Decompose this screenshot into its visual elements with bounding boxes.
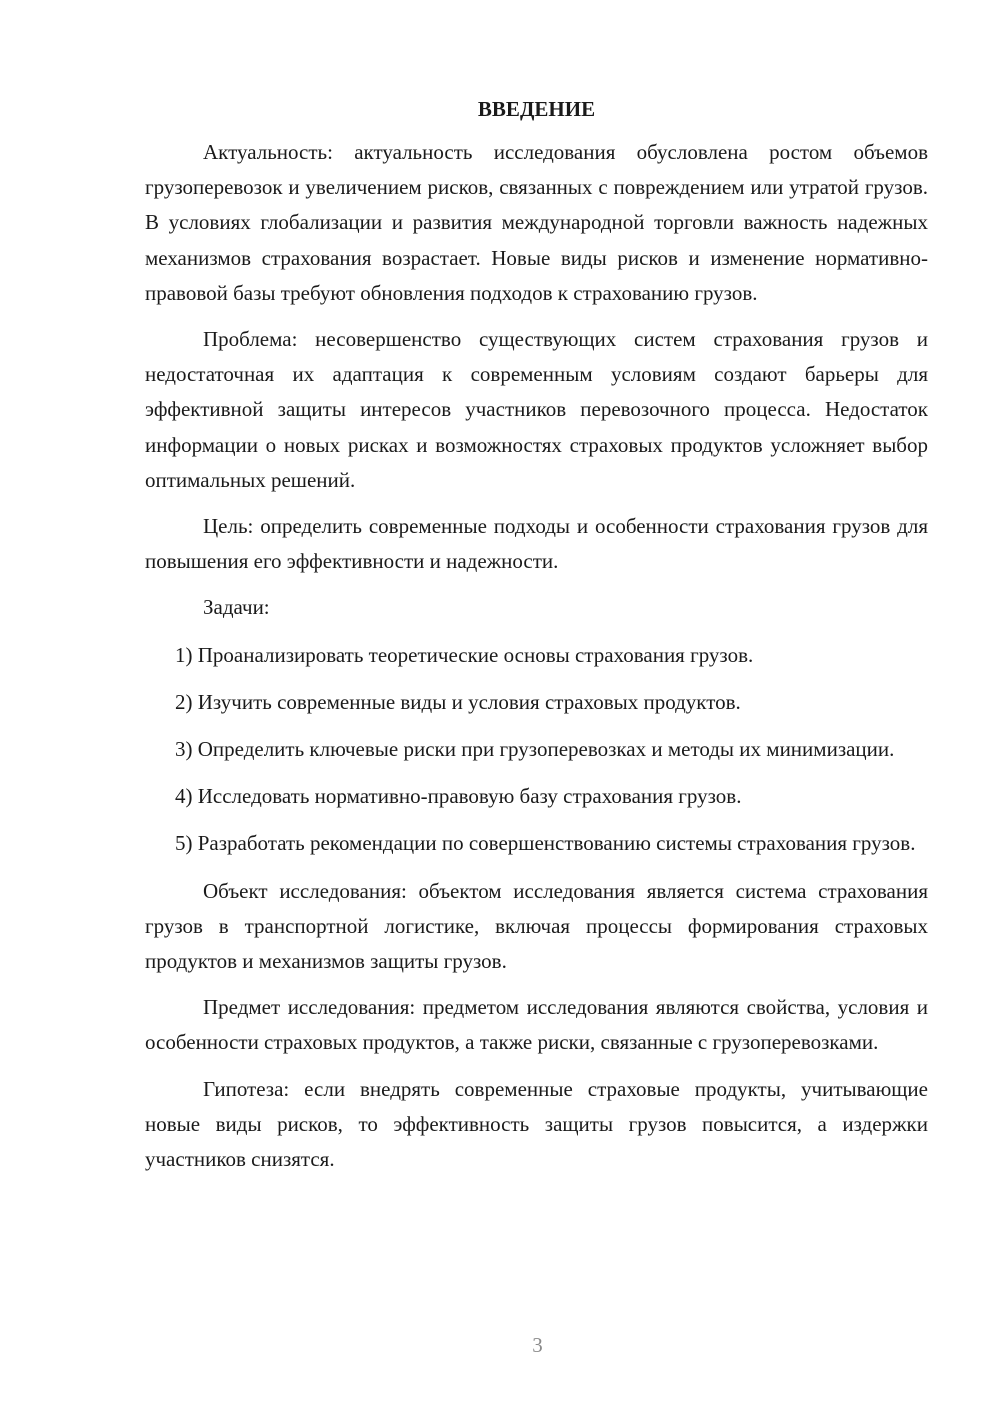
task-item: 5) Разработать рекомендации по совершенствованию системы страхования грузов. — [175, 831, 916, 856]
task-item: 4) Исследовать нормативно-правовую базу страхования грузов. — [175, 784, 742, 809]
paragraph-relevance: Актуальность: актуальность исследования обусловлена ростом объемов грузоперевозок и увеличением рисков, связанных с повреждением или утратой грузов. В условиях глобализации и развития международной торговли важность надежных механизмов страхования возрастает. Новые виды рисков и изменение нормативно-правовой базы требуют обновления подходов к страхованию грузов. — [145, 140, 928, 305]
task-list — [145, 638, 928, 862]
paragraph-subject: Предмет исследования: предметом исследования являются свойства, условия и особенности страховых продуктов, а также риски, связанные с грузоперевозками. — [145, 995, 928, 1055]
paragraph-hypothesis: Гипотеза: если внедрять современные страховые продукты, учитывающие новые виды рисков, то эффективность защиты грузов повысится, а издержки участников снизятся. — [145, 1076, 928, 1172]
paragraph-goal: Цель: определить современные подходы и особенности страхования грузов для повышения его эффективности и надежности. — [145, 514, 928, 574]
paragraph-object: Объект исследования: объектом исследования является система страхования грузов в транспортной логистике, включая процессы формирования страховых продуктов и механизмов защиты грузов. — [145, 878, 928, 974]
document-title: ВВЕДЕНИЕ — [477, 97, 596, 121]
tasks-heading: Задачи: — [203, 595, 270, 620]
task-item: 3) Определить ключевые риски при грузоперевозках и методы их минимизации. — [175, 737, 895, 762]
document-page — [145, 92, 928, 1188]
page-number: 3 — [532, 1333, 543, 1357]
paragraph-problem: Проблема: несовершенство существующих систем страхования грузов и недостаточная их адаптация к современным условиям создают барьеры для эффективной защиты интересов участников перевозочного процесса. Недостаток информации о новых рисках и возможностях страховых продуктов усложняет выбор оптимальных решений. — [145, 327, 928, 492]
task-item: 2) Изучить современные виды и условия страховых продуктов. — [175, 689, 741, 714]
task-item: 1) Проанализировать теоретические основы страхования грузов. — [175, 642, 754, 667]
